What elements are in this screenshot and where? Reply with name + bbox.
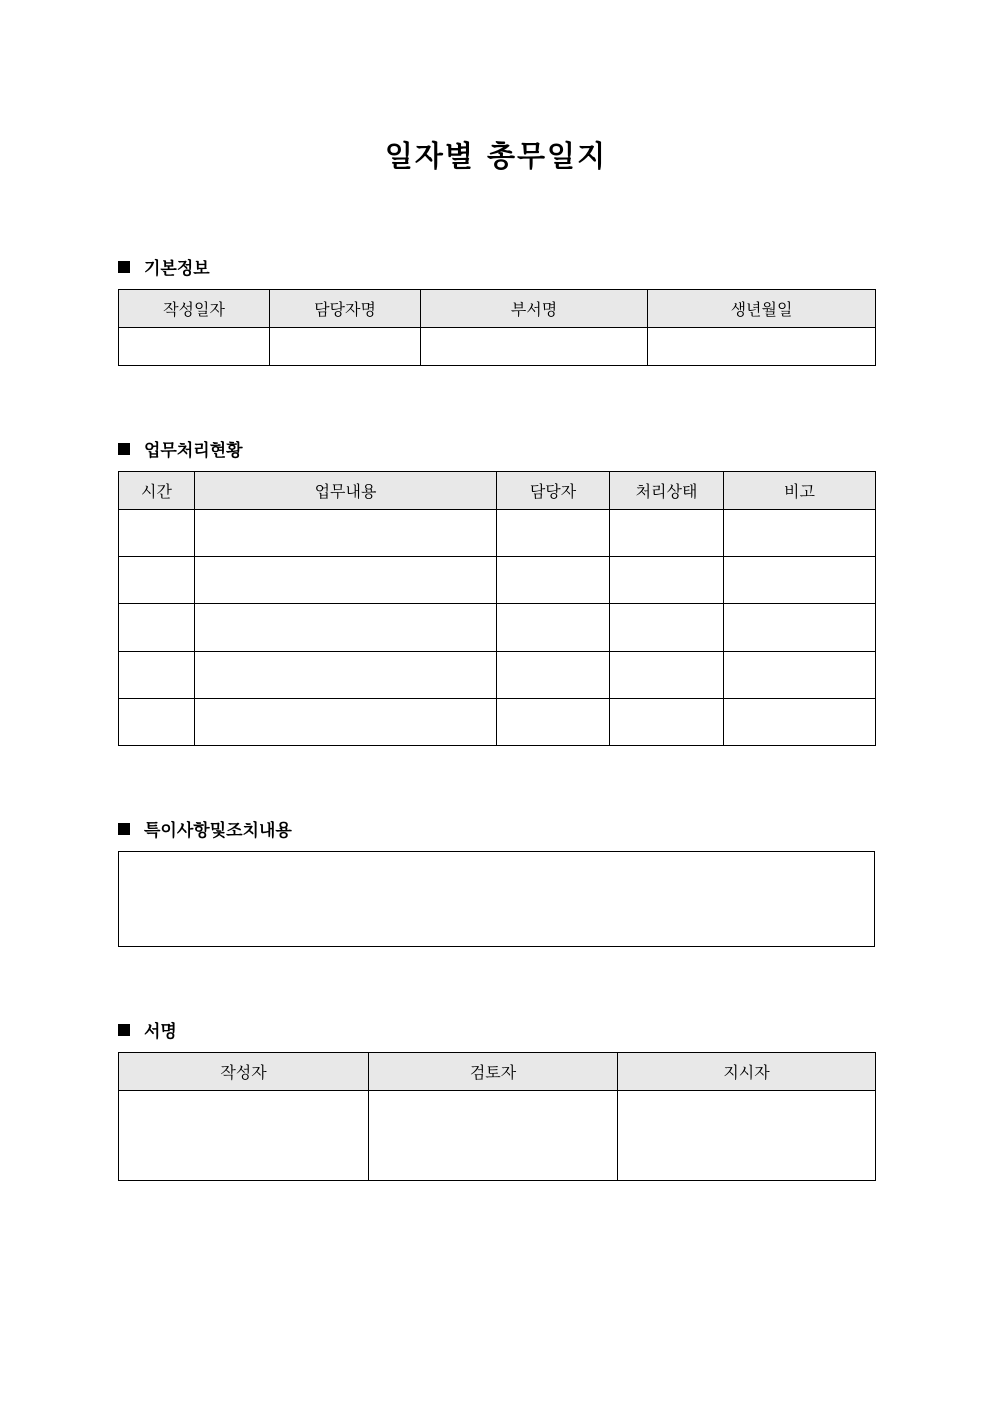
table-row — [119, 510, 876, 557]
time-cell[interactable] — [119, 604, 195, 652]
status-cell[interactable] — [610, 699, 724, 746]
director-signature-field[interactable] — [618, 1091, 876, 1181]
basic-info-header-row — [119, 290, 876, 328]
time-cell[interactable] — [119, 557, 195, 604]
time-cell[interactable] — [119, 510, 195, 557]
basic-info-value-row — [119, 328, 876, 366]
work-status-table — [118, 471, 876, 746]
content-cell[interactable] — [195, 604, 497, 652]
basic-info-heading-label: 기본정보 — [144, 259, 210, 279]
square-bullet-icon — [118, 261, 130, 273]
basic-info-manager-field[interactable] — [270, 328, 421, 366]
content-cell[interactable] — [195, 652, 497, 699]
basic-info-header-manager: 담당자명 — [270, 290, 421, 328]
work-status-heading — [118, 436, 243, 461]
square-bullet-icon — [118, 443, 130, 455]
remarks-cell[interactable] — [724, 699, 876, 746]
square-bullet-icon — [118, 1024, 130, 1036]
work-status-heading-label: 업무처리현황 — [144, 441, 243, 461]
manager-cell[interactable] — [497, 604, 610, 652]
status-cell[interactable] — [610, 652, 724, 699]
square-bullet-icon — [118, 823, 130, 835]
work-status-header-time: 시간 — [119, 472, 195, 510]
basic-info-table — [118, 289, 876, 366]
work-status-header-manager: 담당자 — [497, 472, 610, 510]
manager-cell[interactable] — [497, 557, 610, 604]
signature-header-author: 작성자 — [119, 1053, 369, 1091]
table-row — [119, 652, 876, 699]
work-status-header-remarks: 비고 — [724, 472, 876, 510]
signature-header-reviewer: 검토자 — [369, 1053, 618, 1091]
basic-info-birthdate-field[interactable] — [648, 328, 876, 366]
work-status-header-row — [119, 472, 876, 510]
remarks-cell[interactable] — [724, 604, 876, 652]
basic-info-date-field[interactable] — [119, 328, 270, 366]
basic-info-header-birthdate: 생년월일 — [648, 290, 876, 328]
content-cell[interactable] — [195, 699, 497, 746]
content-cell[interactable] — [195, 557, 497, 604]
manager-cell[interactable] — [497, 652, 610, 699]
author-signature-field[interactable] — [119, 1091, 369, 1181]
basic-info-heading — [118, 254, 210, 279]
signature-header-director: 지시자 — [618, 1053, 876, 1091]
signature-heading-label: 서명 — [144, 1022, 177, 1042]
notes-textarea[interactable] — [118, 851, 875, 947]
status-cell[interactable] — [610, 557, 724, 604]
basic-info-department-field[interactable] — [421, 328, 648, 366]
manager-cell[interactable] — [497, 699, 610, 746]
table-row — [119, 604, 876, 652]
status-cell[interactable] — [610, 604, 724, 652]
notes-heading — [118, 816, 292, 841]
work-status-header-content: 업무내용 — [195, 472, 497, 510]
remarks-cell[interactable] — [724, 557, 876, 604]
time-cell[interactable] — [119, 699, 195, 746]
manager-cell[interactable] — [497, 510, 610, 557]
notes-heading-label: 특이사항및조치내용 — [144, 821, 292, 841]
signature-value-row — [119, 1091, 876, 1181]
content-cell[interactable] — [195, 510, 497, 557]
signature-header-row — [119, 1053, 876, 1091]
status-cell[interactable] — [610, 510, 724, 557]
table-row — [119, 699, 876, 746]
document-title: 일자별 총무일지 — [384, 139, 608, 173]
remarks-cell[interactable] — [724, 510, 876, 557]
basic-info-header-department: 부서명 — [421, 290, 648, 328]
time-cell[interactable] — [119, 652, 195, 699]
work-status-header-status: 처리상태 — [610, 472, 724, 510]
reviewer-signature-field[interactable] — [369, 1091, 618, 1181]
basic-info-header-date: 작성일자 — [119, 290, 270, 328]
remarks-cell[interactable] — [724, 652, 876, 699]
table-row — [119, 557, 876, 604]
signature-table — [118, 1052, 876, 1181]
signature-heading — [118, 1017, 177, 1042]
